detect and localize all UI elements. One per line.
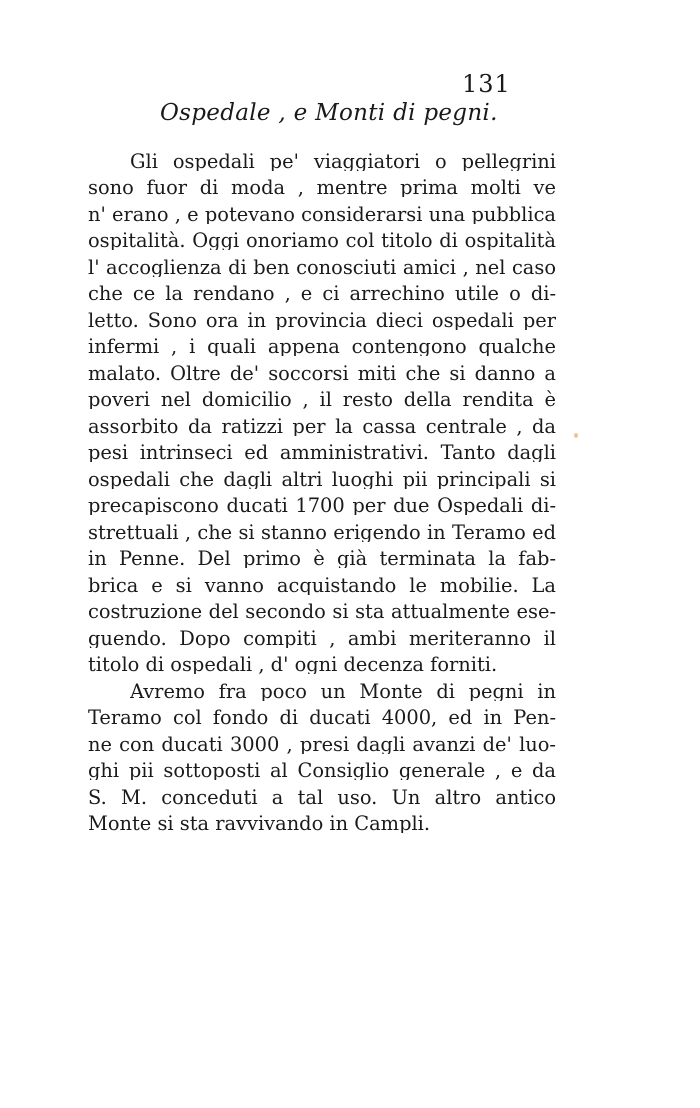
- text-line: titolo di ospedali , d' ogni decenza forniti.: [88, 655, 498, 675]
- text-line: che ce la rendano , e ci arrechino utile o di-: [88, 284, 556, 304]
- text-line: ghi pii sottoposti al Consiglio generale , e da: [88, 761, 556, 781]
- text-line: Gli ospedali pe' viaggiatori o pellegrini: [130, 152, 556, 172]
- text-line: letto. Sono ora in provincia dieci ospedali per: [88, 311, 556, 331]
- running-title: Ospedale , e Monti di pegni.: [160, 100, 498, 126]
- text-line: costruzione del secondo si sta attualmente ese-: [88, 602, 556, 622]
- text-line: Monte si sta ravvivando in Campli.: [88, 814, 431, 834]
- text-line: assorbito da ratizzi per la cassa centrale , da: [88, 417, 556, 437]
- text-line: S. M. conceduti a tal uso. Un altro antico: [88, 788, 556, 808]
- text-line: strettuali , che si stanno erigendo in Teramo ed: [88, 523, 556, 543]
- paper-speck: [574, 433, 578, 438]
- text-line: malato. Oltre de' soccorsi miti che si danno a: [88, 364, 556, 384]
- text-line: n' erano , e potevano considerarsi una pubblica: [88, 205, 556, 225]
- text-line: ospitalità. Oggi onoriamo col titolo di ospitalità: [88, 231, 556, 251]
- text-line: Avremo fra poco un Monte di pegni in: [130, 682, 556, 702]
- text-line: ospedali che dagli altri luoghi pii principali si: [88, 470, 556, 490]
- text-line: in Penne. Del primo è già terminata la fab-: [88, 549, 556, 569]
- text-line: l' accoglienza di ben conosciuti amici , nel caso: [88, 258, 556, 278]
- text-line: pesi intrinseci ed amministrativi. Tanto dagli: [88, 443, 556, 463]
- text-line: guendo. Dopo compiti , ambi meriteranno il: [88, 629, 556, 649]
- text-line: brica e si vanno acquistando le mobilie. La: [88, 576, 556, 596]
- text-line: Teramo col fondo di ducati 4000, ed in Pen-: [88, 708, 556, 728]
- page-number: 131: [462, 70, 511, 98]
- text-line: precapiscono ducati 1700 per due Ospedali di-: [88, 496, 556, 516]
- text-line: poveri nel domicilio , il resto della rendita è: [88, 390, 556, 410]
- text-line: infermi , i quali appena contengono qualche: [88, 337, 556, 357]
- text-line: ne con ducati 3000 , presi dagli avanzi de' luo-: [88, 735, 556, 755]
- text-line: sono fuor di moda , mentre prima molti ve: [88, 178, 556, 198]
